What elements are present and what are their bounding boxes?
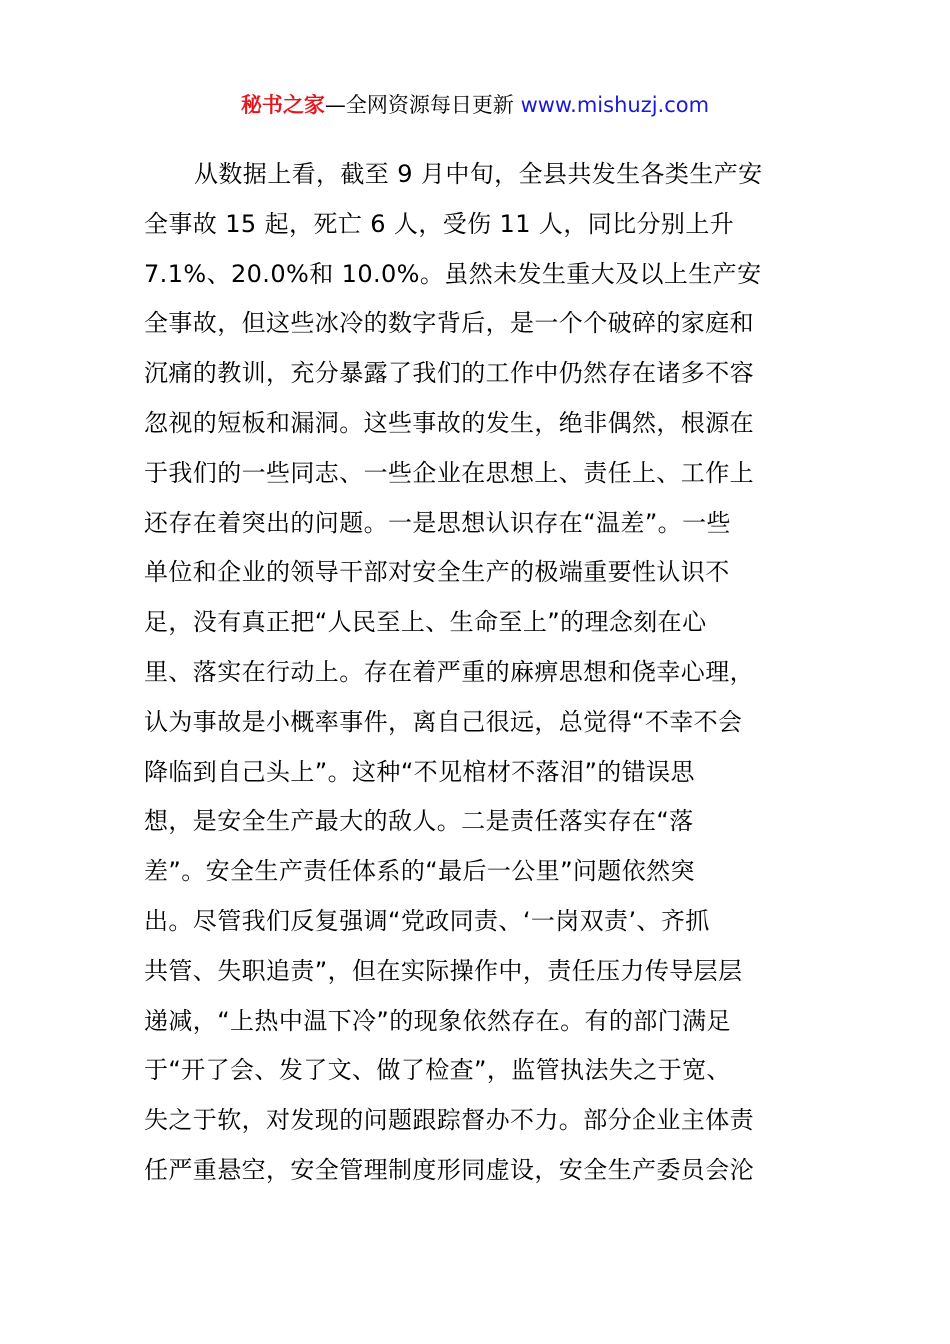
website-link[interactable]: www.mishuzj.com: [520, 93, 710, 117]
paragraph-line: 忽视的短板和漏洞。这些事故的发生，绝非偶然，根源在: [144, 408, 754, 437]
brand-name: 秘书之家: [240, 93, 325, 117]
paragraph-line: 想，是安全生产最大的敌人。二是责任落实存在“落: [144, 807, 694, 836]
paragraph-line: 里、落实在行动上。存在着严重的麻痹思想和侥幸心理，: [144, 657, 754, 686]
paragraph-line: 于“开了会、发了文、做了检查”，监管执法失之于宽、: [144, 1056, 731, 1085]
header-tagline: —全网资源每日更新: [324, 93, 521, 117]
paragraph-line: 全事故，但这些冰冷的数字背后，是一个个破碎的家庭和: [144, 309, 754, 338]
paragraph-line: 差”。安全生产责任体系的“最后一公里”问题依然突: [144, 857, 695, 886]
paragraph-line: 出。尽管我们反复强调“党政同责、‘一岗双责’、齐抓: [144, 906, 710, 935]
paragraph-line: 沉痛的教训，充分暴露了我们的工作中仍然存在诸多不容: [144, 359, 754, 388]
paragraph-line: 认为事故是小概率事件，离自己很远，总觉得“不幸不会: [144, 707, 743, 736]
paragraph-line: 失之于软，对发现的问题跟踪督办不力。部分企业主体责: [144, 1106, 754, 1135]
paragraph-line: 于我们的一些同志、一些企业在思想上、责任上、工作上: [144, 458, 754, 487]
paragraph-line: 降临到自己头上”。这种“不见棺材不落泪”的错误思: [144, 757, 695, 786]
paragraph-line: 足，没有真正把“人民至上、生命至上”的理念刻在心: [144, 608, 707, 637]
page-header: [0, 88, 950, 122]
paragraph-line: 还存在着突出的问题。一是思想认识存在“温差”。一些: [144, 508, 731, 537]
paragraph-line: 从数据上看，截至 9 月中旬，全县共发生各类生产安: [194, 160, 763, 188]
paragraph-line: 7.1%、20.0%和 10.0%。虽然未发生重大及以上生产安: [144, 259, 762, 288]
paragraph-line: 单位和企业的领导干部对安全生产的极端重要性认识不: [144, 558, 730, 587]
paragraph-line: 递减，“上热中温下冷”的现象依然存在。有的部门满足: [144, 1006, 731, 1035]
body-paragraph: [144, 150, 816, 1196]
paragraph-line: 全事故 15 起，死亡 6 人，受伤 11 人，同比分别上升: [144, 209, 735, 238]
paragraph-line: 任严重悬空，安全管理制度形同虚设，安全生产委员会沦: [144, 1155, 754, 1184]
paragraph-line: 共管、失职追责”，但在实际操作中，责任压力传导层层: [144, 956, 743, 985]
